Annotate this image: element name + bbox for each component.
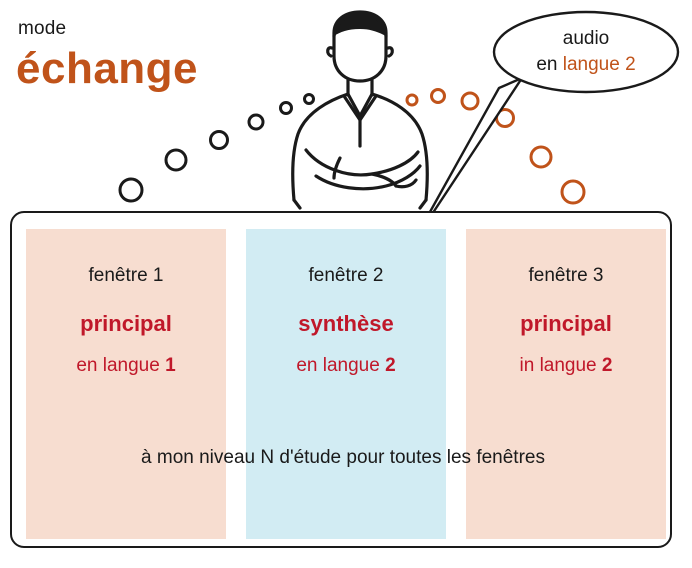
page-title: échange (16, 44, 199, 93)
window-1-sub-number: 1 (165, 355, 176, 376)
window-column-1 (26, 229, 226, 539)
columns-container (22, 229, 662, 539)
window-1-main: principal (80, 311, 172, 336)
window-3-sub (466, 355, 666, 377)
window-2-main: synthèse (298, 311, 394, 336)
window-1-sub-prefix: en langue (76, 355, 166, 376)
bubble-line-audio: audio (562, 28, 610, 50)
circle-trail-left (120, 95, 314, 202)
window-2-sub-prefix: en langue (296, 355, 386, 376)
bubble-line-language-prefix: en (536, 54, 563, 75)
mode-label: mode (18, 18, 67, 39)
window-3-sub-prefix: in langue (519, 355, 602, 376)
panel-footer-note: à mon niveau N d'étude pour toutes les fenêtres (141, 447, 545, 468)
bubble-line-language (536, 52, 635, 78)
bubble-line-language-highlight: langue 2 (562, 54, 636, 75)
windows-panel (10, 211, 672, 548)
speech-bubble (492, 10, 680, 94)
window-2-sub-number: 2 (385, 355, 396, 376)
window-column-2 (246, 229, 446, 539)
window-column-3 (466, 229, 666, 539)
window-1-title: fenêtre 1 (88, 265, 164, 286)
window-1-sub (26, 355, 226, 377)
window-3-title: fenêtre 3 (528, 265, 604, 286)
window-2-sub (246, 355, 446, 377)
window-2-title: fenêtre 2 (308, 265, 384, 286)
window-3-sub-number: 2 (601, 355, 613, 376)
circle-trail-right (407, 90, 584, 204)
window-3-main: principal (520, 311, 612, 336)
person-with-crossed-arms-icon (293, 12, 427, 208)
